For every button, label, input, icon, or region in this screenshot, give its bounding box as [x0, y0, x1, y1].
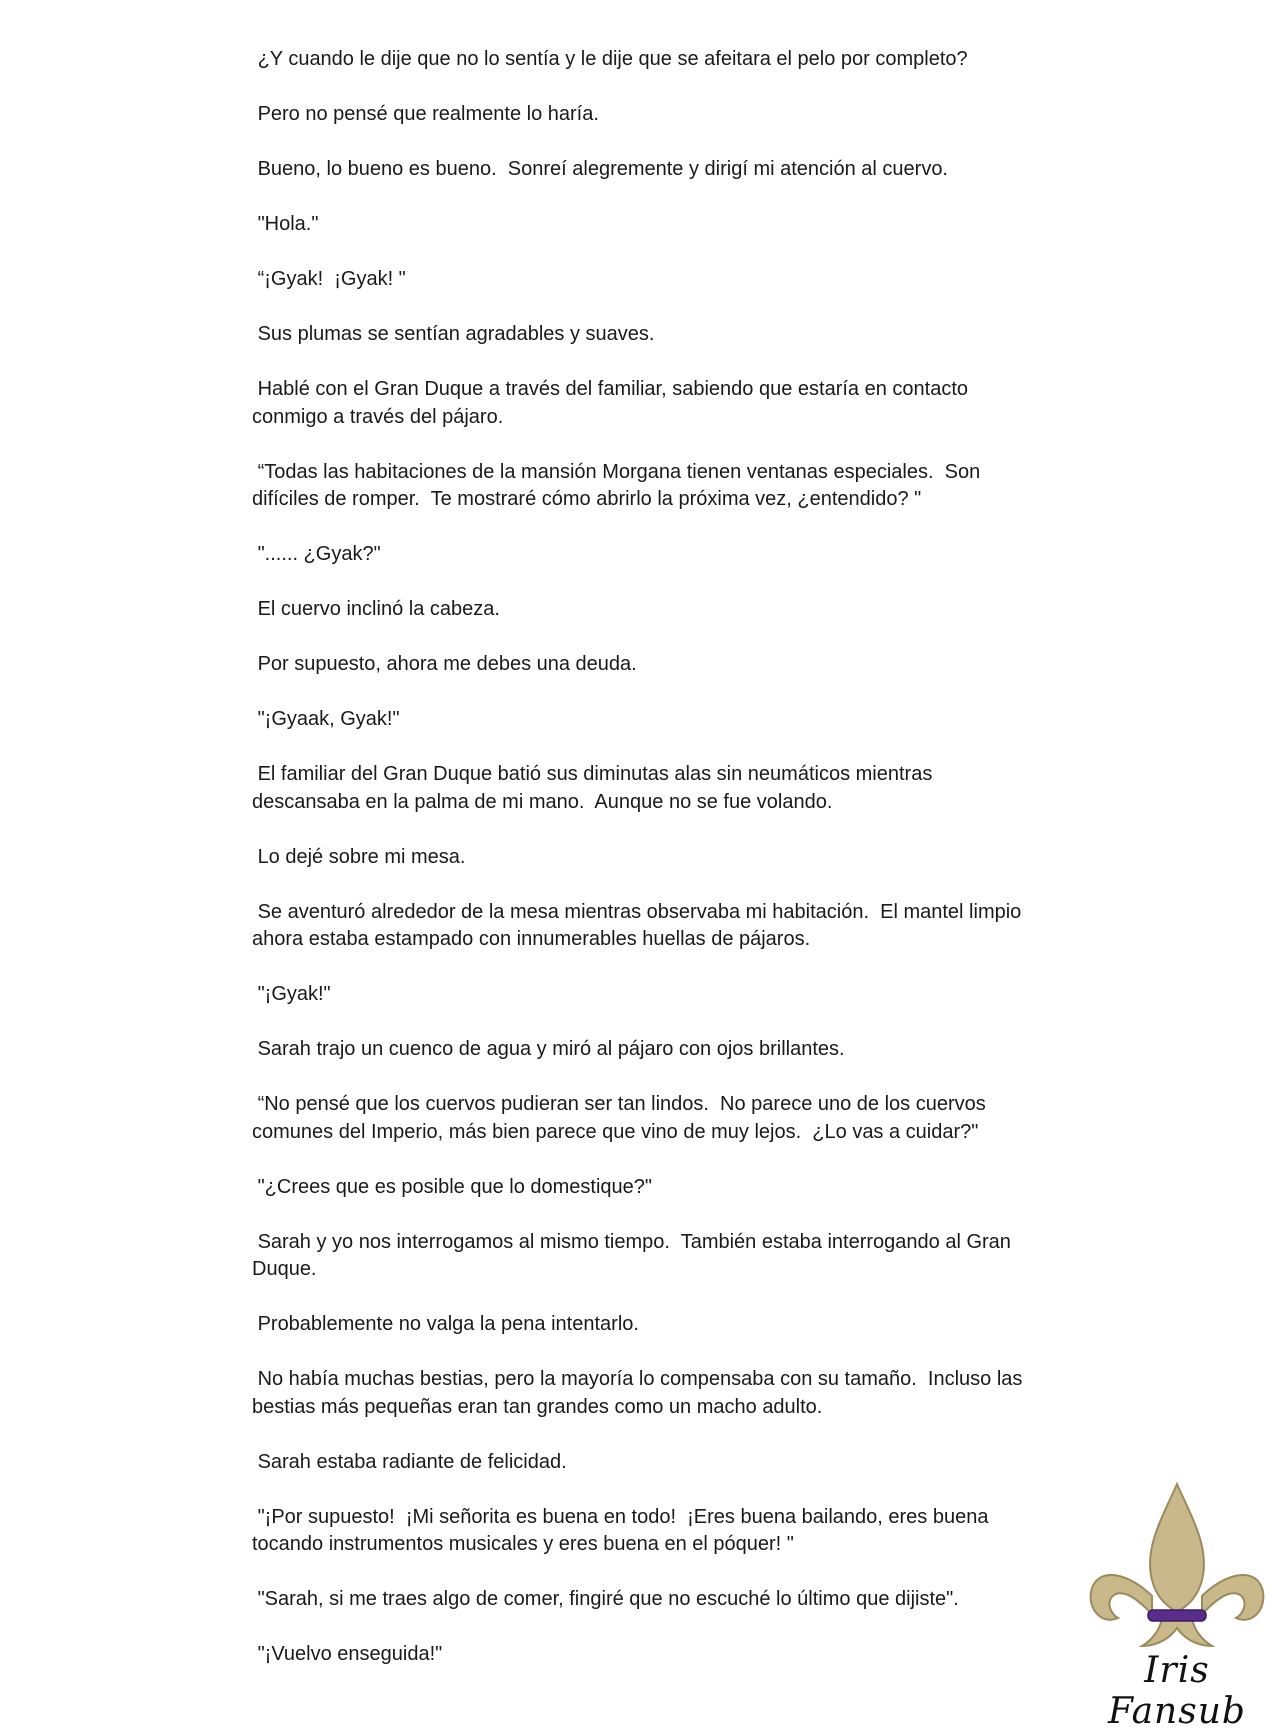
paragraph: Lo dejé sobre mi mesa.	[252, 845, 466, 868]
paragraph: Sarah estaba radiante de felicidad.	[252, 1450, 567, 1473]
paragraph: "...... ¿Gyak?"	[252, 543, 381, 565]
paragraph: "¡Gyaak, Gyak!"	[252, 708, 400, 730]
document-page	[252, 46, 1032, 1696]
watermark-text: Iris Fansub	[1108, 1650, 1246, 1732]
fleur-de-lis-icon	[1082, 1478, 1272, 1658]
paragraph: "¡Por supuesto! ¡Mi señorita es buena en todo! ¡Eres buena bailando, eres buena tocando instrumentos musicales y eres buena en el póquer! "	[252, 1505, 995, 1555]
paragraph: Sus plumas se sentían agradables y suaves.	[252, 323, 655, 345]
paragraph: "Hola."	[252, 213, 319, 235]
paragraph: “¡Gyak! ¡Gyak! "	[252, 268, 406, 290]
paragraph: Bueno, lo bueno es bueno. Sonreí alegremente y dirigí mi atención al cuervo.	[252, 158, 948, 180]
paragraph: El familiar del Gran Duque batió sus diminutas alas sin neumáticos mientras descansaba en la palma de mi mano. Aunque no se fue volando.	[252, 763, 938, 813]
paragraph: El cuervo inclinó la cabeza.	[252, 598, 500, 620]
paragraph: Probablemente no valga la pena intentarlo.	[252, 1313, 639, 1335]
paragraph: "¿Crees que es posible que lo domestique?"	[252, 1175, 652, 1198]
paragraph: ¿Y cuando le dije que no lo sentía y le dije que se afeitara el pelo por completo?	[252, 48, 968, 70]
paragraph: Por supuesto, ahora me debes una deuda.	[252, 653, 637, 675]
paragraph: Pero no pensé que realmente lo haría.	[252, 103, 599, 125]
paragraph: “Todas las habitaciones de la mansión Morgana tienen ventanas especiales. Son difíciles de romper. Te mostraré cómo abrirlo la próxima vez, ¿entendido? "	[252, 460, 986, 510]
paragraph: "Sarah, si me traes algo de comer, fingiré que no escuché lo último que dijiste".	[252, 1588, 959, 1610]
paragraph: No había muchas bestias, pero la mayoría lo compensaba con su tamaño. Incluso las bestias más pequeñas eran tan grandes como un macho adulto.	[252, 1368, 1028, 1418]
paragraph: Sarah trajo un cuenco de agua y miró al pájaro con ojos brillantes.	[252, 1038, 845, 1060]
paragraph: Sarah y yo nos interrogamos al mismo tiempo. También estaba interrogando al Gran Duque.	[252, 1230, 1017, 1280]
paragraph: Se aventuró alrededor de la mesa mientras observaba mi habitación. El mantel limpio ahora estaba estampado con innumerables huellas de pájaros.	[252, 900, 1027, 950]
paragraph: Hablé con el Gran Duque a través del familiar, sabiendo que estaría en contacto conmigo a través del pájaro.	[252, 378, 974, 428]
paragraph: "¡Vuelvo enseguida!"	[252, 1643, 443, 1665]
paragraph: “No pensé que los cuervos pudieran ser tan lindos. No parece uno de los cuervos comunes del Imperio, más bien parece que vino de muy lejos. ¿Lo vas a cuidar?"	[252, 1093, 992, 1143]
iris-fansub-watermark	[1082, 1478, 1272, 1732]
paragraph: "¡Gyak!"	[252, 983, 331, 1005]
